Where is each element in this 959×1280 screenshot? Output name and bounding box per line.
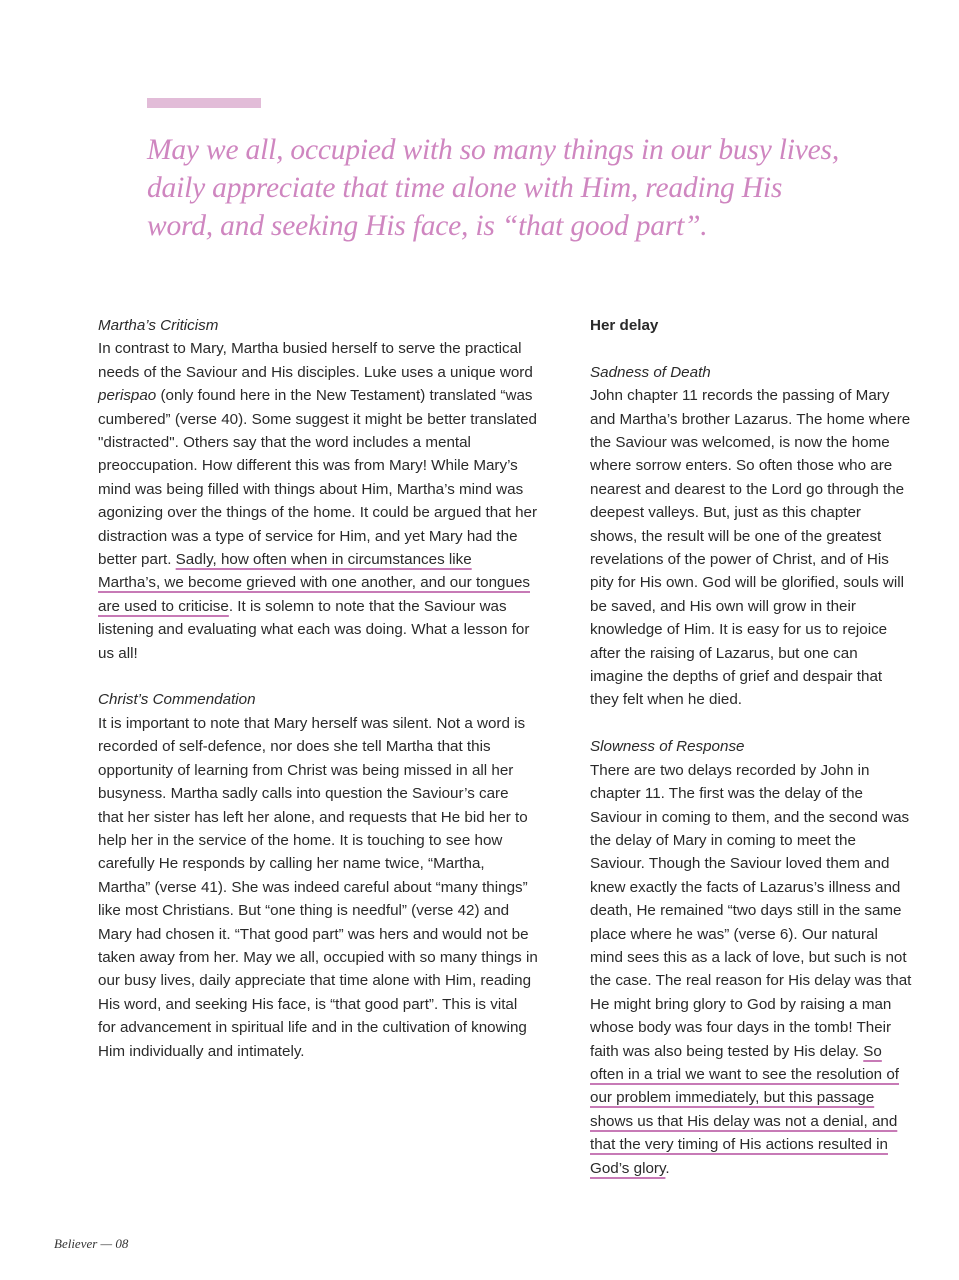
paragraph-text: In contrast to Mary, Martha busied herself to serve the practical needs of the Saviour and His disciples. Luke uses a unique word <box>98 340 533 381</box>
section-heading-marthas-criticism: Martha’s Criticism <box>98 317 219 334</box>
section-heading-slowness-of-response: Slowness of Response <box>590 738 745 756</box>
paragraph-text: . It is solemn to note that the Saviour was listening and evaluating what each was doing. What a lesson for us all! <box>98 597 530 662</box>
main-heading-her-delay: Her delay <box>590 317 659 334</box>
section-heading-sadness-of-death: Sadness of Death <box>590 363 711 381</box>
right-column <box>590 314 912 1180</box>
marthas-criticism-paragraph <box>98 337 538 665</box>
paragraph-text: . <box>665 1159 670 1177</box>
paragraph-text: There are two delays recorded by John in chapter 11. The first was the delay of the Saviour in coming to them, and the second was the delay of Mary in coming to meet the Saviour. Though the Saviour loved them and knew exactly the facts of Lazarus’s illness and death, He remained “two days still in the same place where he was” (verse 6). Our natural mind sees this as a lack of love, but such is not the case. The real reason for His delay was that He might bring glory to God by raising a man whose body was four days in the tomb! Their faith was also being tested by His delay. <box>590 761 912 1060</box>
paragraph-gap <box>590 337 912 360</box>
paragraph-text: (only found here in the New Testament) translated “was cumbered” (verse 40). Some suggest it might be better translated "distracted". Others say that the word includes a mental preoccupation. How different this was from Mary! While Mary’s mind was being filled with things about Him, Martha’s mind was agonizing over the things of the home. It could be argued that her distraction was a type of service for Him, and yet Mary had the better part. <box>98 387 538 569</box>
paragraph-gap <box>590 712 912 735</box>
christs-commendation-paragraph: It is important to note that Mary herself was silent. Not a word is recorded of self-defence, nor does she tell Martha that this opportunity of learning from Christ was being missed in all her busyness. Martha sadly calls into question the Saviour’s care that her sister has left her alone, and requests that He bid her to help her in the service of the home. It is touching to see how carefully He responds by calling her name twice, “Martha, Martha” (verse 41). She was indeed careful about “many things” like most Christians. But “one thing is needful” (verse 42) and Mary had chosen it. “That good part” was hers and would not be taken away from her. May we all, occupied with so many things in our busy lives, daily appreciate that time alone with Him, reading His word, and seeking His face, is “that good part”. This is vital for advancement in spiritual life and in the cultivation of knowing Him individually and intimately. <box>98 714 538 1060</box>
page-folio: Believer — 08 <box>54 1236 129 1251</box>
greek-term: perispao <box>98 387 157 405</box>
underlined-highlight: Sadly, how often when in circumstances like Martha’s, we become grieved with one another, and our tongues are used to criticise <box>98 551 530 615</box>
section-heading-christs-commendation: Christ’s Commendation <box>98 691 256 709</box>
underlined-highlight: So often in a trial we want to see the resolution of our problem immediately, but this passage shows us that His delay was not a denial, and that the very timing of His actions resulted in God’s glory <box>590 1042 899 1177</box>
paragraph-gap <box>98 665 538 688</box>
accent-bar <box>147 98 261 108</box>
pull-quote: May we all, occupied with so many things in our busy lives, daily appreciate that time alone with Him, reading His word, and seeking His face, is “that good part”. <box>147 134 840 242</box>
slowness-of-response-paragraph <box>590 759 912 1180</box>
sadness-of-death-paragraph: John chapter 11 records the passing of Mary and Martha’s brother Lazarus. The home where the Saviour was welcomed, is now the home where sorrow enters. So often those who are nearest and dearest to the Lord go through the deepest valleys. But, just as this chapter shows, the result will be one of the greatest revelations of the power of Christ, and of His pity for His own. God will be glorified, souls will be saved, and His own will grow in their knowledge of Him. It is easy for us to rejoice after the raising of Lazarus, but one can imagine the depths of grief and despair that they felt when he died. <box>590 387 911 709</box>
left-column <box>98 314 538 1063</box>
